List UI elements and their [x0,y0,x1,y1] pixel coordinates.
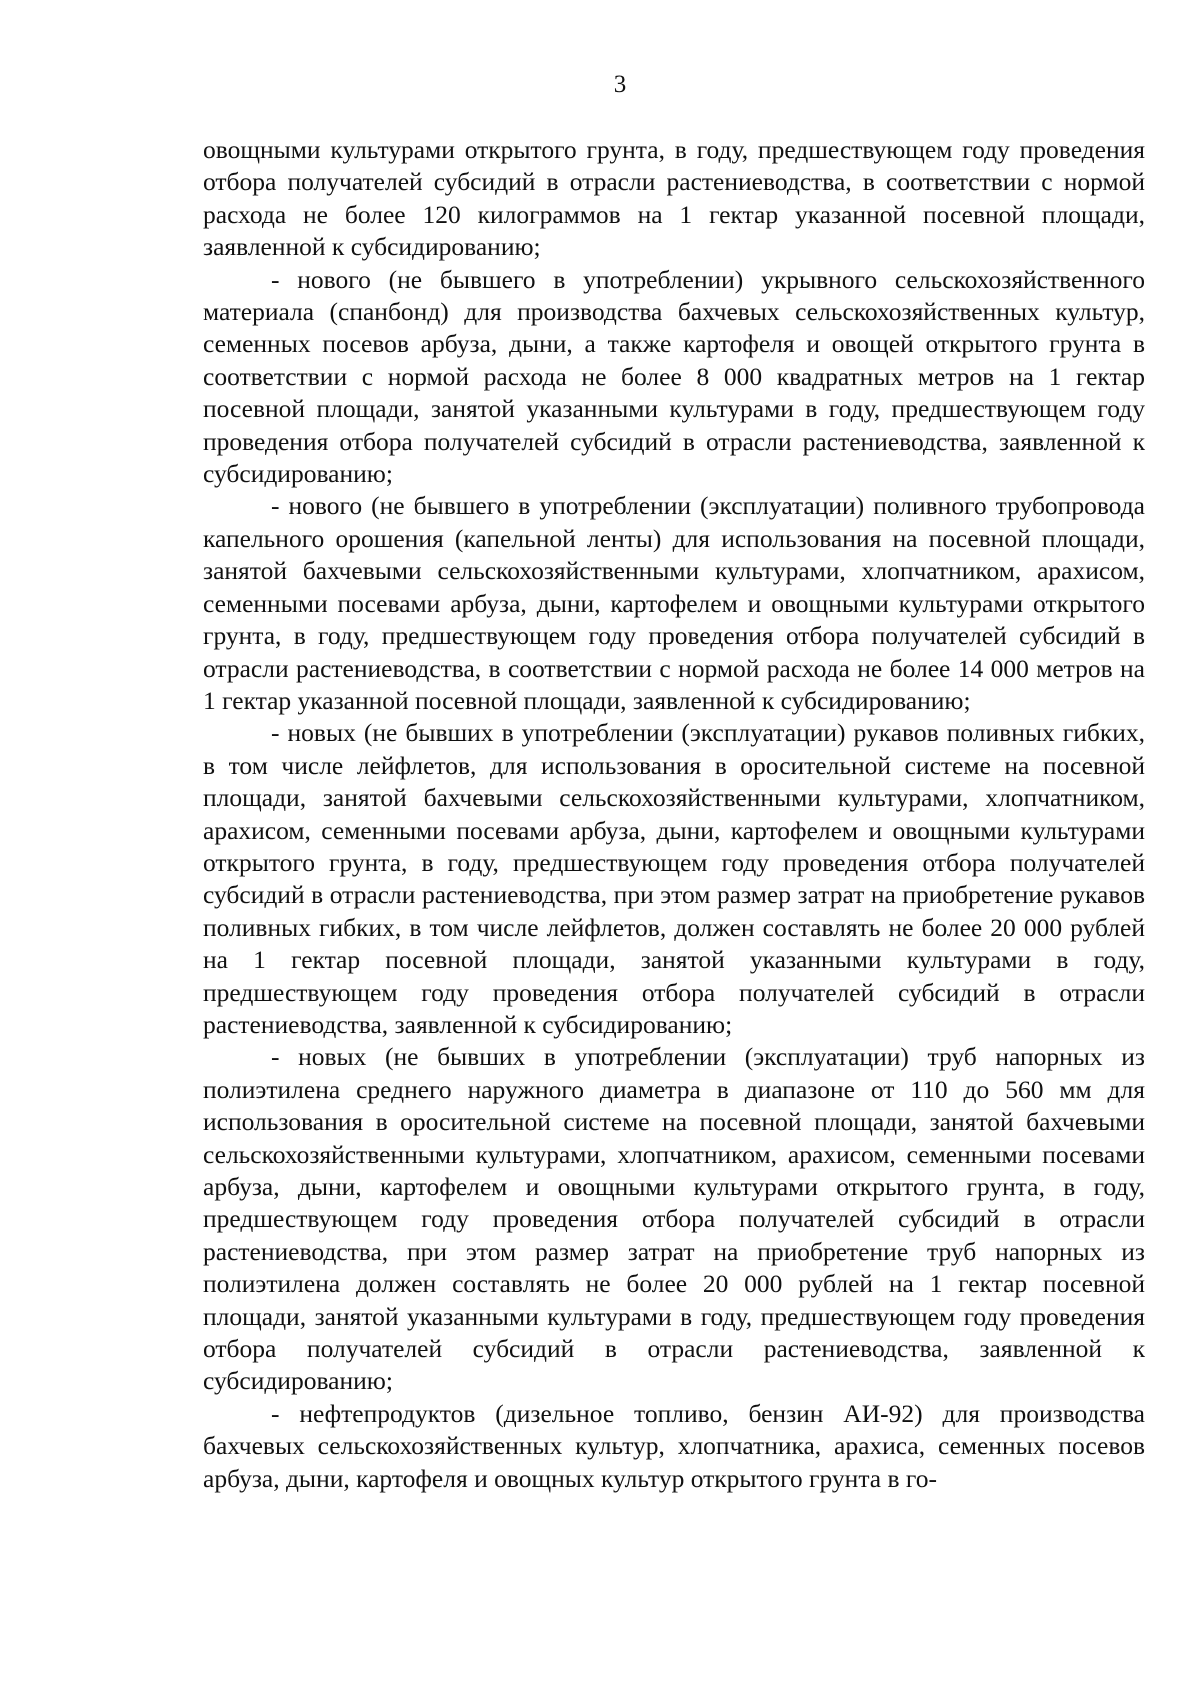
paragraph-layflat-hoses: - новых (не бывших в употреблении (эксплуатации) рукавов поливных гибких, в том числе лейфлетов, для использования в оросительной системе на посевной площади, занятой бахчевыми сельскохозяйственными культурами, хлопчатником, арахисом, семенными посевами арбуза, дыни, картофелем и овощными культурами открытого грунта, в году, предшествующем году проведения отбора получателей субсидий в отрасли растениеводства, при этом размер затрат на приобретение рукавов поливных гибких, в том числе лейфлетов, должен составлять не более 20 000 рублей на 1 гектар посевной площади, занятой указанными культурами в году, предшествующем году проведения отбора получателей субсидий в отрасли растениеводства, заявленной к субсидированию; [203,718,1145,1039]
paragraph-spunbond: - нового (не бывшего в употреблении) укрывного сельскохозяйственного материала (спанбонд) для производства бахчевых сельскохозяйственных культур, семенных посевов арбуза, дыни, а также картофеля и овощей открытого грунта в соответствии с нормой расхода не более 8 000 квадратных метров на 1 гектар посевной площади, занятой указанными культурами в году, предшествующем году проведения отбора получателей субсидий в отрасли растениеводства, заявленной к субсидированию; [203,264,1145,489]
paragraph-polyethylene-pipes: - новых (не бывших в употреблении (эксплуатации) труб напорных из полиэтилена среднего наружного диаметра в диапазоне от 110 до 560 мм для использования в оросительной системе на посевной площади, занятой бахчевыми сельскохозяйственными культурами, хлопчатником, арахисом, семенными посевами арбуза, дыни, картофелем и овощными культурами открытого грунта, в году, предшествующем году проведения отбора получателей субсидий в отрасли растениеводства, при этом размер затрат на приобретение труб напорных из полиэтилена должен составлять не более 20 000 рублей на 1 гектар посевной площади, занятой указанными культурами в году, предшествующем году проведения отбора получателей субсидий в отрасли растениеводства, заявленной к субсидированию; [203,1042,1145,1396]
paragraph-continuation: овощными культурами открытого грунта, в году, предшествующем году проведения отбора получателей субсидий в отрасли растениеводства, в соответствии с нормой расхода не более 120 килограммов на 1 гектар указанной посевной площади, заявленной к субсидированию; [203,135,1145,262]
paragraph-petroleum-products: - нефтепродуктов (дизельное топливо, бензин АИ-92) для производства бахчевых сельскохозяйственных культур, хлопчатника, арахиса, семенных посевов арбуза, дыни, картофеля и овощных культур открытого грунта в го- [203,1398,1145,1493]
page-number: 3 [613,71,627,98]
paragraph-drip-irrigation: - нового (не бывшего в употреблении (эксплуатации) поливного трубопровода капельного орошения (капельной ленты) для использования на посевной площади, занятой бахчевыми сельскохозяйственными культурами, хлопчатником, арахисом, семенными посевами арбуза, дыни, картофелем и овощными культурами открытого грунта, в году, предшествующем году проведения отбора получателей субсидий в отрасли растениеводства, в соответствии с нормой расхода не более 14 000 метров на 1 гектар указанной посевной площади, заявленной к субсидированию; [203,491,1145,715]
document-body [203,134,1145,1495]
